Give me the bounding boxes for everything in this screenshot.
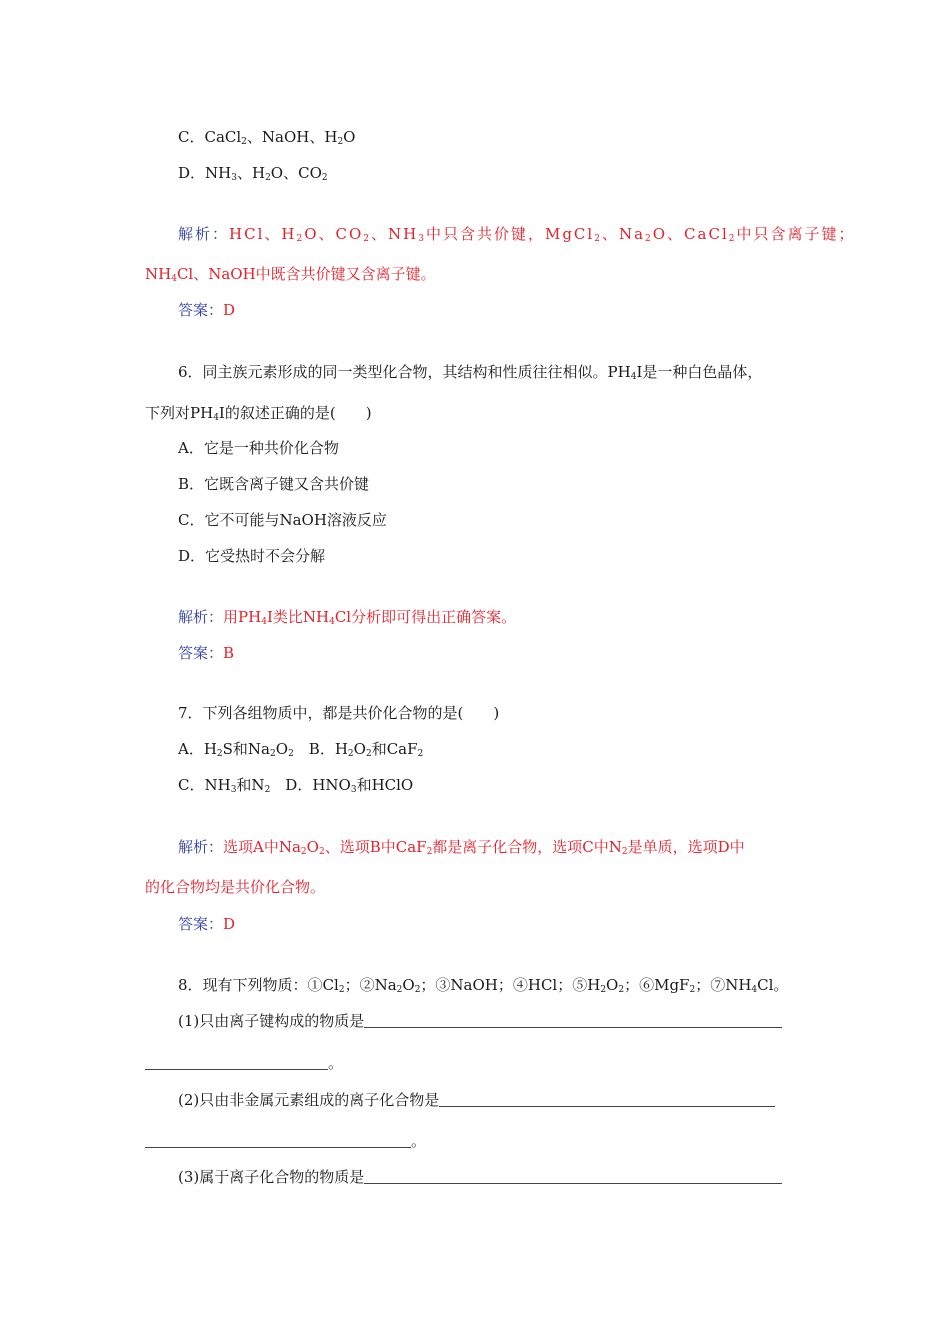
q6-option-b: B．它既含离子键又含共价键 <box>178 475 370 493</box>
q8-part3: (3)属于离子化合物的物质是 <box>178 1167 782 1187</box>
q8-part2: (2)只由非金属元素组成的离子化合物是 <box>178 1090 775 1110</box>
q6-option-a: A．它是一种共价化合物 <box>178 439 339 457</box>
q8-stem: 8．现有下列物质：$①Cl_2$；$②Na_2O_2$；③NaOH；④HCl；$⑤H_2O_2$；⑥MgF$_2$；$⑦NH_4Cl$。 <box>178 976 789 995</box>
q5-analysis-line1: 解析：HCl、$H_2O$、$CO_2$、$NH_3$中只含共价键，MgCl$_2$、$Na_2O$、CaCl$_2$中只含离子键； <box>178 225 856 244</box>
q5-answer: 答案：D <box>178 301 236 319</box>
q6-analysis: 解析：用$PH_4I$类比$NH_4Cl$分析即可得出正确答案。 <box>178 608 517 627</box>
q6-option-c: C．它不可能与NaOH溶液反应 <box>178 511 387 529</box>
answer-blank[interactable] <box>145 1055 328 1070</box>
q7-options-cd: C．$NH_3$和$N_2$ D．$HNO_3$和HClO <box>178 776 414 795</box>
q5-option-c: C．CaCl$_2$、NaOH、$H_2O$ <box>178 128 356 147</box>
q7-stem: 7．下列各组物质中，都是共价化合物的是( ) <box>178 704 500 722</box>
q6-stem-line2: 下列对$PH_4I$的叙述正确的是( ) <box>145 404 372 423</box>
answer-blank[interactable] <box>364 1013 782 1028</box>
answer-blank[interactable] <box>439 1092 775 1107</box>
q6-option-d: D．它受热时不会分解 <box>178 547 326 565</box>
q7-options-ab: A．$H_2S$和$Na_2O_2$ B．$H_2O_2$和CaF$_2$ <box>178 740 424 759</box>
answer-blank[interactable] <box>145 1133 411 1148</box>
q7-analysis-line2: 的化合物均是共价化合物。 <box>145 878 326 896</box>
q8-part2-cont: 。 <box>145 1131 426 1151</box>
answer-blank[interactable] <box>364 1169 782 1184</box>
q7-answer: 答案：D <box>178 915 236 933</box>
q5-analysis-line2: $NH_4Cl$、NaOH中既含共价键又含离子键。 <box>145 265 436 284</box>
q8-part1-cont: 。 <box>145 1053 343 1073</box>
q5-option-d: D．$NH_3$、$H_2O$、$CO_2$ <box>178 164 328 183</box>
q7-analysis-line1: 解析：选项A中$Na_2O_2$、选项B中CaF$_2$都是离子化合物，选项C中$N_2$是单质，选项D中 <box>178 838 745 857</box>
q6-stem-line1: 6．同主族元素形成的同一类型化合物，其结构和性质往往相似。$PH_4I$是一种白色晶体， <box>178 363 763 382</box>
analysis-label: 解析： <box>178 225 230 243</box>
q8-part1: (1)只由离子键构成的物质是 <box>178 1011 782 1031</box>
q6-answer: 答案：B <box>178 644 235 662</box>
